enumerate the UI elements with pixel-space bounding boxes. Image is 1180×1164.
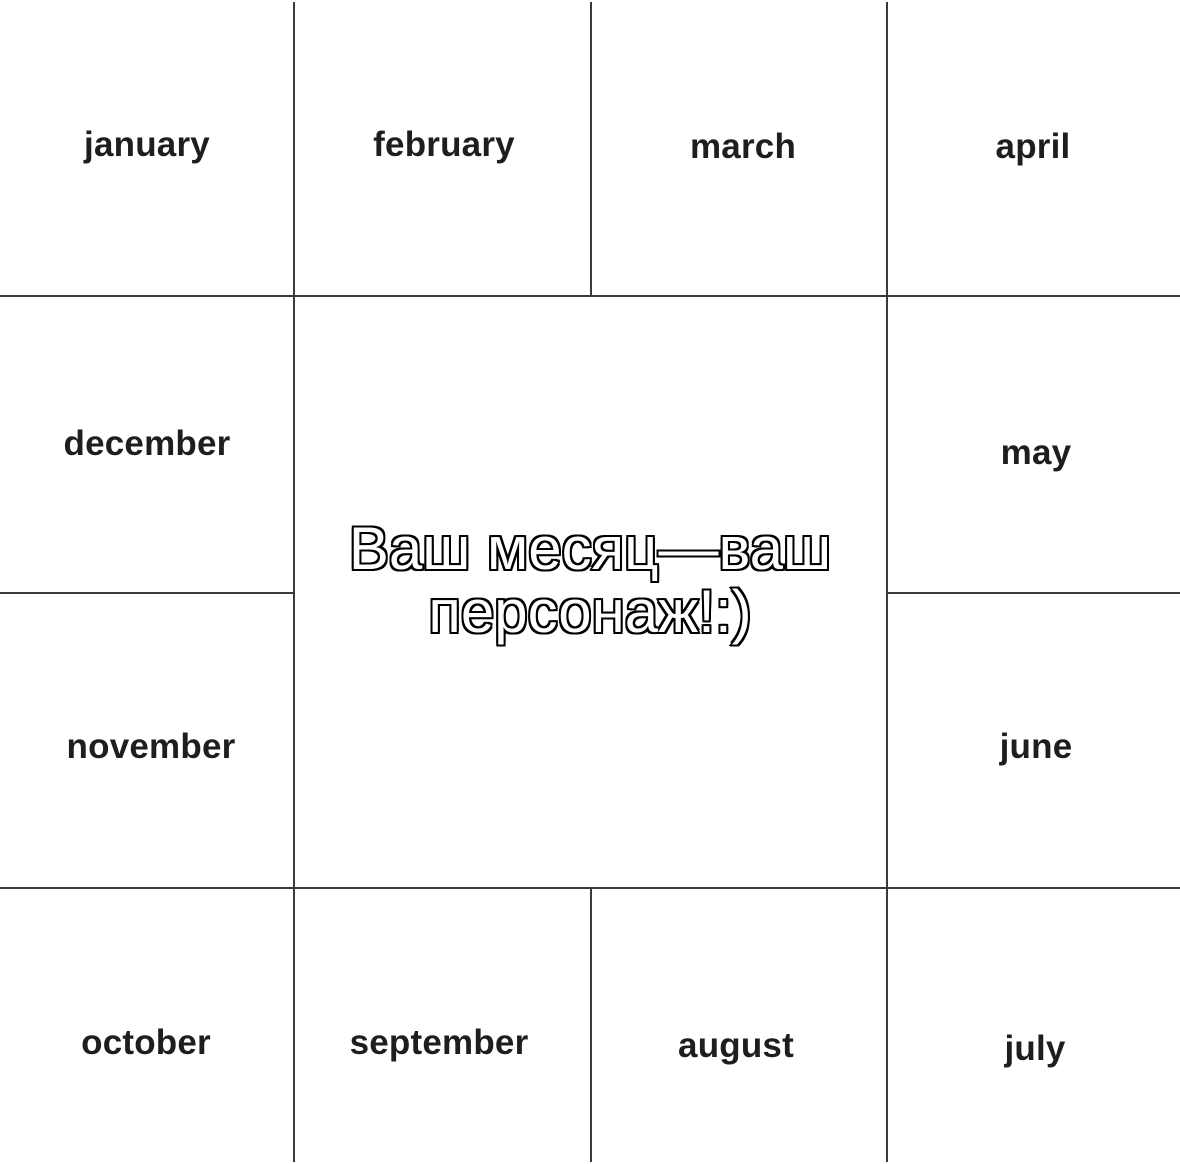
month-label-march: march — [689, 127, 797, 166]
month-label-may: may — [1000, 433, 1072, 472]
month-label-july: july — [1004, 1029, 1066, 1068]
grid-line-h2-left — [0, 592, 294, 594]
caption-line-2: персонаж!:) — [428, 578, 752, 645]
month-label-june: june — [999, 727, 1073, 766]
month-label-february: february — [373, 125, 515, 164]
grid-line-v2-bottom — [590, 888, 592, 1162]
caption-line-1: Ваш месяц—ваш — [348, 515, 832, 582]
grid-line-v2-top — [590, 2, 592, 296]
center-caption — [290, 517, 890, 643]
month-label-november: november — [66, 727, 236, 766]
month-label-october: october — [81, 1023, 211, 1062]
grid-line-h2-right — [887, 592, 1180, 594]
month-label-december: december — [63, 424, 231, 463]
month-label-september: september — [349, 1023, 529, 1062]
month-label-january: january — [84, 125, 210, 164]
month-label-april: april — [995, 127, 1071, 166]
month-label-august: august — [678, 1026, 794, 1065]
